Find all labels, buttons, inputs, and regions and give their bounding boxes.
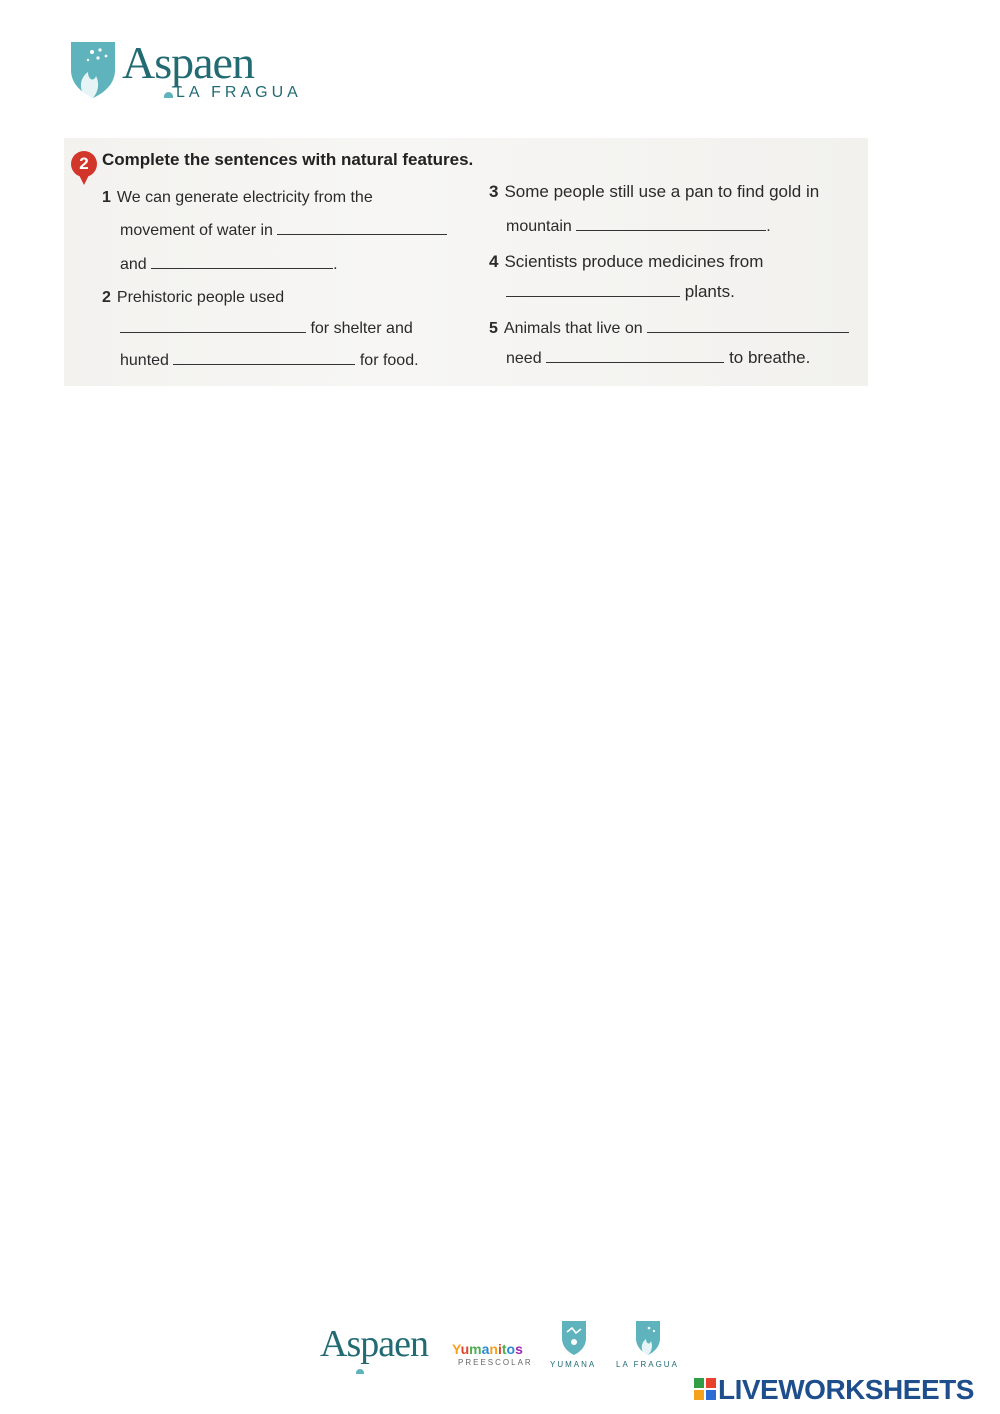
sentence-1-end: . xyxy=(333,256,338,273)
blank-input[interactable] xyxy=(647,318,849,333)
sentence-4-number: 4 xyxy=(489,252,499,271)
yumanitos-subtitle: PREESCOLAR xyxy=(458,1358,533,1367)
blank-input[interactable] xyxy=(151,254,333,269)
sentence-2-text: Prehistoric people used xyxy=(116,289,285,306)
sentence-1-text: We can generate electricity from the xyxy=(116,189,373,206)
blank-input[interactable] xyxy=(173,350,355,365)
footer-aspaen-dot xyxy=(356,1369,364,1374)
sentence-4-line-1 xyxy=(489,252,763,272)
sentence-3-line-2 xyxy=(506,216,771,237)
blank-input[interactable] xyxy=(546,348,724,363)
sentence-5-line-2 xyxy=(506,348,810,369)
la-fragua-label: LA FRAGUA xyxy=(616,1360,679,1369)
sentence-5-line-1 xyxy=(489,318,849,339)
sentence-3-text-2: mountain xyxy=(506,218,572,235)
sentence-3-number: 3 xyxy=(489,182,499,201)
sentence-3-end: . xyxy=(766,218,771,235)
aspaen-la-fragua-logo xyxy=(68,36,338,106)
blank-input[interactable] xyxy=(576,216,766,231)
sentence-2-text-3: hunted xyxy=(120,352,169,369)
exercise-instruction: Complete the sentences with natural features. xyxy=(102,150,474,169)
sentence-2-end: for food. xyxy=(359,352,419,369)
brand-wordmark: Aspaen xyxy=(122,37,254,88)
sentence-5-end: to breathe. xyxy=(729,348,811,367)
sentence-1-text-3: and xyxy=(120,256,147,273)
blank-input[interactable] xyxy=(506,282,680,297)
liveworksheets-icon xyxy=(694,1378,716,1400)
sentence-3-line-1 xyxy=(489,182,819,202)
yumana-label: YUMANA xyxy=(550,1360,597,1369)
sentence-3-text: Some people still use a pan to find gold in xyxy=(504,182,820,201)
sentence-4-text: Scientists produce medicines from xyxy=(504,252,764,271)
sentence-1-text-2: movement of water in xyxy=(120,222,273,239)
sentence-4-end: plants. xyxy=(684,282,735,301)
exercise-card xyxy=(64,138,868,386)
sentence-1-line-3 xyxy=(120,254,338,275)
blank-input[interactable] xyxy=(120,318,306,333)
liveworksheets-wordmark: LIVEWORKSHEETS xyxy=(718,1374,974,1405)
sentence-2-text-2: for shelter and xyxy=(310,320,413,337)
yumana-shield-icon xyxy=(560,1318,588,1356)
campus-name: LA FRAGUA xyxy=(176,84,302,101)
sentence-5-text: Animals that live on xyxy=(503,320,643,337)
sentence-1-line-2 xyxy=(120,220,447,241)
sentence-5-text-2: need xyxy=(506,350,542,367)
blank-input[interactable] xyxy=(277,220,447,235)
sentence-1-number: 1 xyxy=(102,189,111,206)
sentence-5-number: 5 xyxy=(489,320,498,337)
sentence-2-line-2 xyxy=(120,318,413,339)
sentence-2-line-1 xyxy=(102,288,284,308)
sentence-2-number: 2 xyxy=(102,289,111,306)
sentence-1-line-1 xyxy=(102,188,373,208)
sentence-4-line-2 xyxy=(506,282,735,302)
exercise-number-badge: 2 xyxy=(71,151,97,177)
la-fragua-shield-icon xyxy=(634,1318,662,1356)
sentence-2-line-3 xyxy=(120,350,419,371)
footer-aspaen-logo: Aspaen xyxy=(320,1323,428,1365)
shield-logo-icon xyxy=(68,38,118,100)
yumanitos-logo: Yumanitos xyxy=(452,1341,523,1357)
